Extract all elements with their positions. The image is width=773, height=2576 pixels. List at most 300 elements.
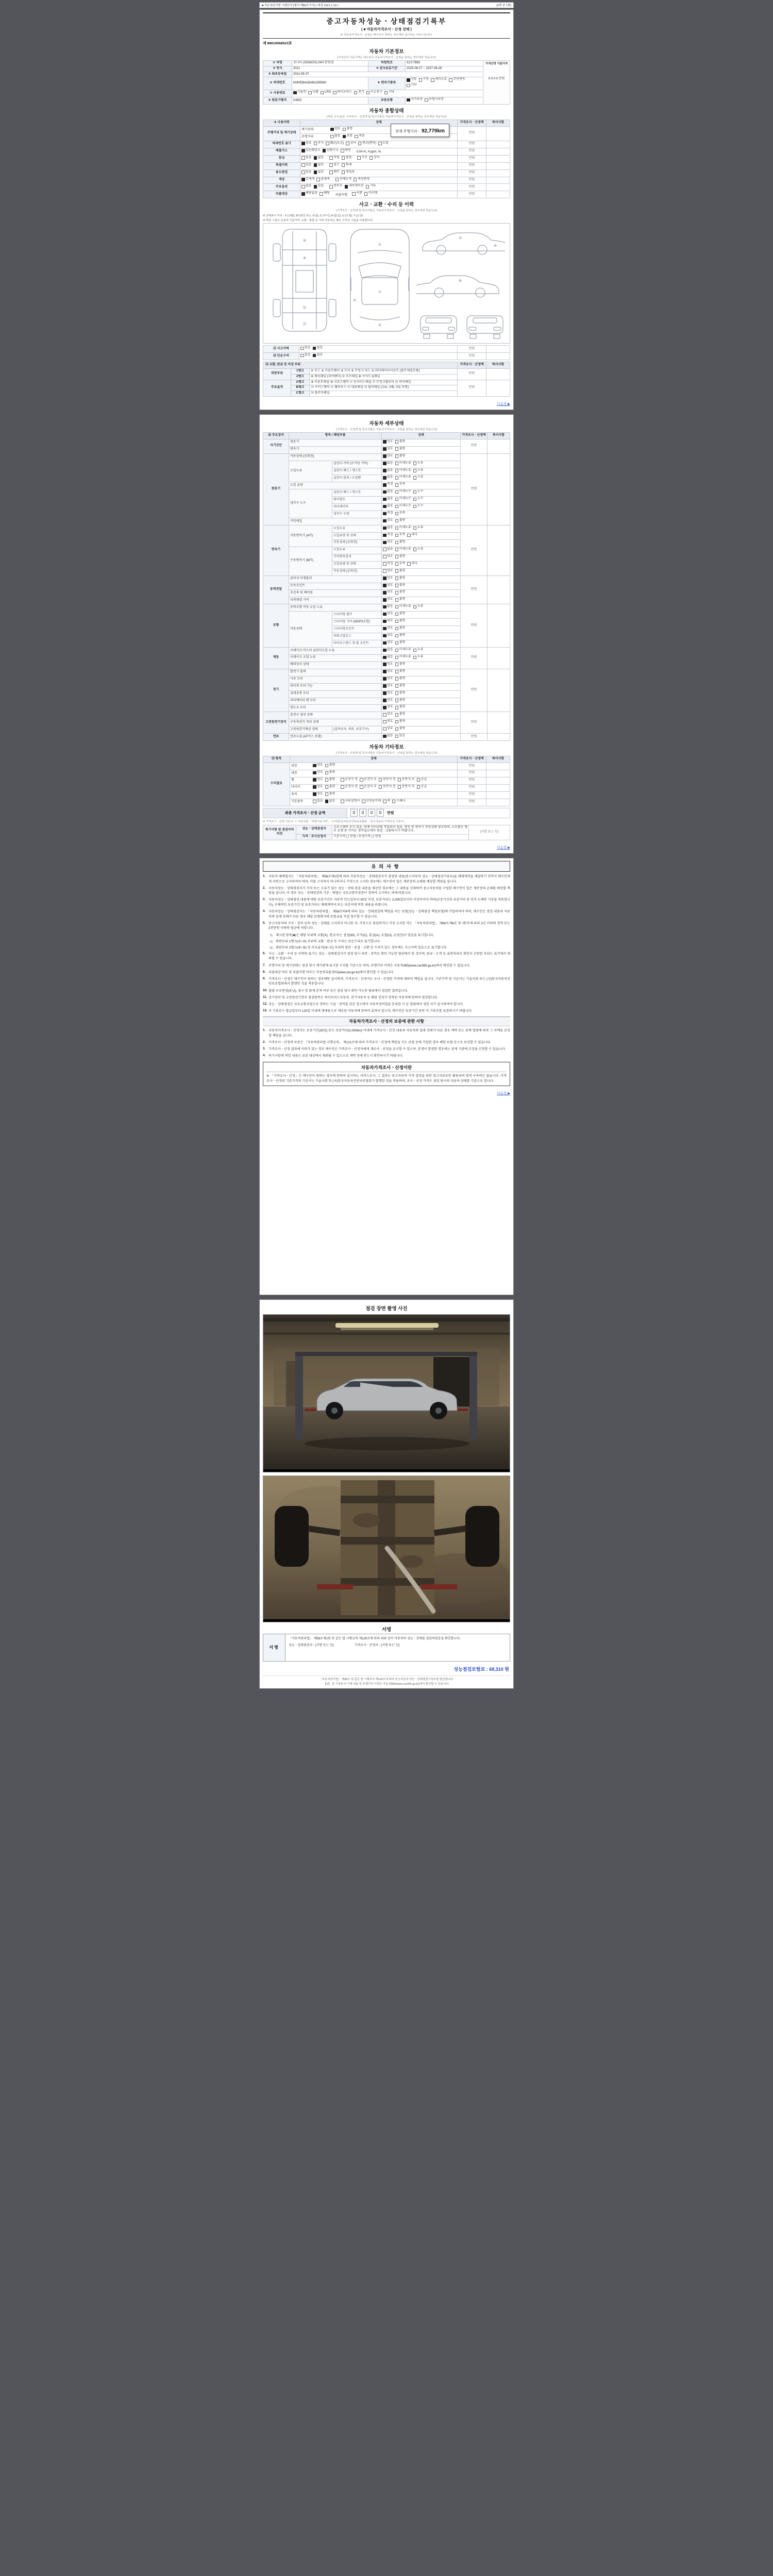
table-row: ① 차명 쏘나타 (SONATA) 04부분변경 차량번호 31보7699 가격산정 기준가격 0 0 0 0 만원 xyxy=(263,61,510,66)
page-note: (2쪽 중 1쪽) xyxy=(496,4,511,7)
checkbox-icon xyxy=(383,490,386,494)
insurance-fee-value: 68,310 원 xyxy=(489,1666,509,1672)
checkbox-option[interactable]: 양호 xyxy=(383,540,393,545)
checkbox-option[interactable]: 무채색 xyxy=(301,178,314,182)
checkbox-option[interactable]: 누수 xyxy=(413,490,424,494)
option-group xyxy=(383,720,407,725)
checkbox-icon xyxy=(358,142,362,145)
checkbox-option[interactable]: 운전석 전 xyxy=(341,785,358,789)
checkbox-option[interactable]: 매연 xyxy=(341,149,351,153)
checkbox-option[interactable]: 동반석 후 xyxy=(398,785,415,789)
checkbox-icon xyxy=(395,555,399,558)
option-group xyxy=(383,734,407,740)
checkbox-option[interactable]: 불량 xyxy=(343,127,353,131)
checkbox-option[interactable]: 불량 xyxy=(395,663,406,667)
checkbox-option[interactable]: 불량 xyxy=(395,727,406,731)
option-group xyxy=(313,778,337,784)
checkbox-icon xyxy=(383,677,386,681)
checkbox-option[interactable]: 전체도색 xyxy=(335,178,351,182)
checkbox-option[interactable]: 미세누유 xyxy=(395,548,411,552)
checkbox-option[interactable]: 불량 xyxy=(395,590,406,595)
checkbox-option[interactable]: 동반석 전 xyxy=(379,785,396,789)
checkbox-icon xyxy=(354,178,357,181)
checkbox-option[interactable]: 없음 xyxy=(313,353,323,358)
checkbox-option[interactable]: 양호 xyxy=(383,519,393,523)
checkbox-option[interactable]: 불량 xyxy=(395,705,406,709)
checkbox-option[interactable]: 있음 xyxy=(301,163,312,167)
checkbox-option[interactable]: 운전석 전 xyxy=(341,778,358,782)
checkbox-option[interactable]: 양호 xyxy=(313,778,323,782)
basic-info-table xyxy=(263,60,510,105)
checkbox-option[interactable]: 없음 xyxy=(314,156,324,160)
checkbox-option[interactable]: 일산화탄소 xyxy=(301,149,321,153)
checkbox-option[interactable]: 불량 xyxy=(395,684,406,688)
checkbox-option[interactable]: 불량 xyxy=(395,626,406,631)
warranty-title: 자동차가격조사ㆍ산정의 보증에 관한 사항 xyxy=(263,1016,510,1026)
car-sideview-diagram-flipped xyxy=(416,269,505,299)
checkbox-icon xyxy=(325,792,329,796)
checkbox-option[interactable]: 하이브리드 xyxy=(333,91,352,95)
checkbox-option[interactable]: 색상변경 xyxy=(354,178,369,182)
checkbox-option[interactable]: 화재 xyxy=(342,163,352,167)
checkbox-option[interactable]: 없음 xyxy=(383,526,393,530)
checkbox-option[interactable]: 적정 xyxy=(383,533,393,537)
checkbox-option[interactable]: 과다 xyxy=(407,533,417,537)
checkbox-option[interactable]: 양호 xyxy=(383,454,393,459)
checkbox-option[interactable]: 양호 xyxy=(383,440,393,444)
checkbox-option[interactable]: 적정 xyxy=(383,483,393,487)
checkbox-icon xyxy=(395,454,399,458)
checkbox-option[interactable]: 동반석 후 xyxy=(398,778,415,782)
checkbox-option[interactable]: 탄화수소 xyxy=(323,149,339,153)
checkbox-option[interactable]: 양호 xyxy=(383,598,393,602)
option-group xyxy=(383,590,407,596)
checkbox-icon xyxy=(329,156,333,160)
checkbox-option[interactable]: 미이행 xyxy=(364,192,377,196)
checkbox-icon xyxy=(366,185,369,189)
table-row: 수동변속기 (M/T) 오일누유 없음 미세누유 누유 xyxy=(263,547,510,554)
checkbox-option[interactable]: 불량 xyxy=(395,677,406,681)
checkbox-option[interactable]: 보험사보증 xyxy=(425,98,444,102)
checkbox-option[interactable]: 있음 xyxy=(300,353,311,358)
notice-item: 13. 이 기록부는 발급일부터 120일 이내에 매매용으로 제공된 자동차에 한하여 효력이 있으며, 매수인은 보증기간 동안 이 기록부를 보관하시기 바랍니다. xyxy=(263,1008,473,1013)
checkbox-option[interactable]: 적정 xyxy=(383,562,393,566)
checkbox-option[interactable]: 있음 xyxy=(301,171,312,175)
checkbox-option[interactable]: 불량 xyxy=(395,447,406,451)
checkbox-option[interactable]: 불량 xyxy=(395,720,406,724)
checkbox-option[interactable]: 불량 xyxy=(395,691,406,696)
checkbox-option[interactable]: 장치 xyxy=(369,156,380,160)
checkbox-icon xyxy=(407,78,410,82)
option-group xyxy=(383,483,407,488)
checkbox-option[interactable]: 불량 xyxy=(395,619,406,623)
accident-history-table xyxy=(263,345,510,360)
checkbox-option[interactable]: 불량 xyxy=(395,584,406,588)
checkbox-option[interactable]: 없음 xyxy=(313,346,323,350)
checkbox-option[interactable]: 양호 xyxy=(383,713,393,717)
notice-item: 6. 사고ㆍ교환ㆍ수리 등 이력의 표기는 성능ㆍ상태점검자가 점검 당시 육안ㆍ장비로 확인 가능한 범위에서 한 것이며, 판금ㆍ도색 등 표면처리로 확인이 곤란한 부위는 표기에서 제외될 수 있습니다. xyxy=(263,951,510,961)
checkbox-option[interactable]: 양호 xyxy=(383,626,393,631)
checkbox-icon xyxy=(395,627,399,631)
checkbox-option[interactable]: 없음 xyxy=(383,497,393,501)
checkbox-icon xyxy=(395,684,399,688)
option-group xyxy=(383,555,407,561)
table-row: 와이퍼 모터 기능 양호 불량 xyxy=(263,683,510,690)
checkbox-option[interactable]: 있음 xyxy=(301,156,312,160)
table-row: 가격ㆍ조사산정자 기준가격 ( ) 만원 / 보정가격 ( ) 만원 xyxy=(263,835,510,840)
checkbox-option[interactable]: 미세누유 xyxy=(395,655,411,659)
panel-photos-signature xyxy=(259,1299,514,1689)
checkbox-option[interactable]: 응급 xyxy=(417,778,427,782)
table-row: 실내송풍 모터 양호 불량 xyxy=(263,690,510,698)
checkbox-option[interactable]: 기타 xyxy=(384,91,395,95)
checkbox-icon xyxy=(413,476,417,480)
checkbox-option[interactable]: 양호 xyxy=(313,792,323,796)
checkbox-option[interactable]: 있음 xyxy=(314,184,324,189)
checkbox-option[interactable]: 없음 xyxy=(383,490,393,494)
checkbox-option[interactable]: 불량 xyxy=(325,792,335,796)
checkbox-icon xyxy=(293,91,297,95)
checkbox-option[interactable]: 유채색 xyxy=(316,178,329,182)
row-sub-label: 계기상태 xyxy=(301,128,314,131)
checkbox-option[interactable]: 기타 xyxy=(366,184,376,189)
checkbox-option[interactable]: 누유 xyxy=(413,648,424,652)
checkbox-option[interactable]: 양호 xyxy=(383,590,393,595)
checkbox-option[interactable]: 적음 xyxy=(355,134,365,139)
checkbox-option[interactable]: 누수 xyxy=(413,504,424,509)
option-group xyxy=(383,619,407,625)
checkbox-icon xyxy=(329,171,333,174)
checkbox-option[interactable]: 네비게이션 xyxy=(345,184,364,189)
table-row: 고전원전기장치 충전구 절연 상태 양호 불량 만원 xyxy=(263,712,510,719)
checkbox-option[interactable]: 양호 xyxy=(383,699,393,703)
checkbox-option[interactable]: 적정 xyxy=(383,512,393,516)
checkbox-option[interactable]: 과다 xyxy=(407,562,417,566)
checkbox-option[interactable]: 렌트 xyxy=(329,171,340,175)
checkbox-option[interactable]: 없음 xyxy=(314,163,324,167)
checkbox-option[interactable]: 스패너 xyxy=(392,800,405,804)
checkbox-icon xyxy=(383,649,386,652)
notice-item: 3. 자동차성능ㆍ상태점검 내용에 대한 보증기간은 자동차 인도일부터 30일 이상, 보증거리는 2,000킬로미터 이상이어야 하며(보증기간과 보증거리 중 먼저 도래한 기준을 적용합니다), 구체적인 보증기간 및 보증거리는 매매계약서 또는 보증서에 적힌 내용을 따릅니다. xyxy=(263,897,510,907)
checkbox-option[interactable]: 양호 xyxy=(383,727,393,731)
table-row: 실린더 헤드 / 개스킷 없음 미세누유 누유 xyxy=(263,468,510,475)
checkbox-option[interactable]: 누유 xyxy=(413,548,424,552)
checkbox-icon xyxy=(325,778,329,782)
table-row: 스티어링조인트 양호 불량 xyxy=(263,626,510,633)
checkbox-option[interactable]: 변조(변타) xyxy=(358,142,376,146)
checkbox-icon xyxy=(413,505,417,509)
checkbox-option[interactable]: 양호 xyxy=(383,577,393,581)
checkbox-option[interactable]: 불량 xyxy=(395,612,406,616)
checkbox-option[interactable]: LPG xyxy=(321,91,331,95)
table-row: 커먼레일 양호 불량 xyxy=(263,518,510,526)
checkbox-icon xyxy=(395,727,399,731)
checkbox-option[interactable]: 없음 xyxy=(383,462,393,466)
checkbox-option[interactable]: 누수 xyxy=(413,497,424,501)
checkbox-option[interactable]: 없음 xyxy=(383,548,393,552)
checkbox-option[interactable]: 미세누수 xyxy=(395,497,411,501)
table-row: ⑪ 사고이력 있음 없음 만원 xyxy=(263,346,510,353)
checkbox-option[interactable]: 없음 xyxy=(383,655,393,659)
checkbox-icon xyxy=(378,142,382,145)
price-survey-select[interactable]: ( ■ 자동차가격조사ㆍ산정 선택 ) xyxy=(361,28,412,31)
checkbox-option[interactable]: 양호 xyxy=(383,705,393,709)
checkbox-icon xyxy=(395,713,399,717)
checkbox-option[interactable]: 양호 xyxy=(383,677,393,681)
inspector-signature-line[interactable]: 성능ㆍ상태점검자 : (서명 또는 인) xyxy=(289,1644,334,1648)
checkbox-icon xyxy=(383,454,386,458)
checkbox-option[interactable]: 누유 xyxy=(413,469,424,473)
checkbox-icon xyxy=(346,142,349,145)
checkbox-option[interactable]: 운전석 후 xyxy=(360,778,377,782)
checkbox-icon xyxy=(383,670,386,673)
checkbox-option[interactable]: 불량 xyxy=(325,778,335,782)
checkbox-option[interactable]: 불량 xyxy=(395,713,406,717)
checkbox-option[interactable]: 양호 xyxy=(383,670,393,674)
checkbox-icon xyxy=(383,598,386,602)
checkbox-option[interactable]: 부족 xyxy=(395,483,406,487)
checkbox-icon xyxy=(321,91,324,95)
checkbox-option[interactable]: 동반석 전 xyxy=(379,778,396,782)
checkbox-option[interactable]: 양호 xyxy=(383,447,393,451)
checkbox-option[interactable]: 있음 xyxy=(395,734,406,738)
checkbox-icon xyxy=(383,627,386,631)
checkbox-option[interactable]: 없음 xyxy=(383,504,393,509)
checkbox-option[interactable]: 사용설명서 xyxy=(341,800,360,804)
checkbox-option[interactable]: 불량 xyxy=(395,577,406,581)
table-row: 주행거리 및 계기상태 계기상태 양호 불량 만원 xyxy=(263,126,510,133)
checkbox-icon xyxy=(379,785,382,789)
table-row: 윈도우 모터 양호 불량 xyxy=(263,705,510,712)
checkbox-option[interactable]: 부식 xyxy=(314,142,324,146)
option-group xyxy=(313,785,337,791)
checkbox-option[interactable]: 응급 xyxy=(417,785,427,789)
table-row: 추진축 및 베어링 양호 불량 xyxy=(263,590,510,597)
checkbox-option[interactable]: 썬루프 xyxy=(329,184,342,189)
checkbox-option[interactable]: 불량 xyxy=(395,641,406,645)
section-title-sign: 서명 xyxy=(381,1626,392,1633)
checkbox-option[interactable]: 양호 xyxy=(313,764,323,768)
option-group xyxy=(341,800,407,805)
checkbox-icon xyxy=(395,569,399,573)
checkbox-icon xyxy=(383,555,386,558)
checkbox-option[interactable]: 불량 xyxy=(395,555,406,559)
checkbox-option[interactable]: 양호 xyxy=(383,555,393,559)
table-row: 주요골격 A랭크 ⑨ 프론트패널 ⑩ 크로스멤버 ⑪ 인사이드패널 ⑰ 트렁크플로어 ⑱ 리어패널 만원 xyxy=(263,380,510,385)
checkbox-option[interactable]: 양호 xyxy=(383,619,393,623)
checkbox-option[interactable]: 양호 xyxy=(301,142,312,146)
checkbox-option[interactable]: 잭 xyxy=(383,800,390,804)
checkbox-option[interactable]: 양호 xyxy=(383,641,393,645)
option-group xyxy=(301,171,326,176)
svg-text:⑧: ⑧ xyxy=(459,279,462,283)
checkbox-option[interactable]: 안전삼각대 xyxy=(362,800,381,804)
checkbox-option[interactable]: 적법 xyxy=(329,156,340,160)
checkbox-icon xyxy=(313,347,316,350)
checkbox-option[interactable]: 세미오토 xyxy=(431,78,447,82)
checkbox-option[interactable]: 구조 xyxy=(357,156,367,160)
checkbox-option[interactable]: 없음 xyxy=(383,648,393,652)
checkbox-option[interactable]: 불량 xyxy=(395,670,406,674)
checkbox-option[interactable]: 양호 xyxy=(383,612,393,616)
table-row: 등속조인트 양호 불량 xyxy=(263,583,510,590)
checkbox-option[interactable]: 없음 xyxy=(383,476,393,480)
checkbox-icon xyxy=(345,185,348,189)
option-group xyxy=(341,785,429,791)
option-group xyxy=(335,178,372,183)
checkbox-option[interactable]: 미세누유 xyxy=(395,648,411,652)
checkbox-option[interactable]: 불량 xyxy=(395,569,406,573)
checkbox-icon xyxy=(395,677,399,681)
inspection-photo-lift-frame xyxy=(263,1314,510,1472)
checkbox-option[interactable]: 자동 xyxy=(407,78,417,82)
checkbox-option[interactable]: 없음 xyxy=(383,605,393,609)
checkbox-icon xyxy=(395,656,399,659)
checkbox-option[interactable]: 훼손(오손) xyxy=(326,142,344,146)
checkbox-icon xyxy=(395,577,399,580)
checkbox-option[interactable]: 양호 xyxy=(330,127,341,131)
checkbox-option[interactable]: 양호 xyxy=(383,584,393,588)
checkbox-option[interactable]: 미세누유 xyxy=(395,476,411,480)
notice-item: 12. 성능ㆍ상태점검은 국토교통부령으로 정하는 시설ㆍ장비를 갖춘 장소에서 자동차정비업을 등록한 자 등 법령에서 정한 자가 실시하여야 합니다. xyxy=(263,1002,464,1006)
checkbox-option[interactable]: 양호 xyxy=(383,663,393,667)
checkbox-option[interactable]: 미세누유 xyxy=(395,605,411,609)
option-group xyxy=(383,612,407,618)
checkbox-option[interactable]: 상이 xyxy=(346,142,356,146)
checkbox-option[interactable]: 무단변속 xyxy=(449,78,465,82)
checkbox-option[interactable]: 도말 xyxy=(378,142,389,146)
checkbox-option[interactable]: 없음 xyxy=(325,800,335,804)
checkbox-option[interactable]: 있음 xyxy=(313,800,323,804)
checkbox-option[interactable]: 불량 xyxy=(325,785,335,789)
checkbox-icon xyxy=(301,185,305,189)
option-group xyxy=(300,353,325,359)
checkbox-option[interactable]: 수동 xyxy=(419,78,429,82)
svg-text:⑥: ⑥ xyxy=(494,244,497,248)
checkbox-option[interactable]: 양호 xyxy=(383,691,393,696)
checkbox-option[interactable]: 누유 xyxy=(413,462,424,466)
checkbox-option[interactable]: 불량 xyxy=(395,519,406,523)
checkbox-option[interactable]: 가솔린 xyxy=(293,91,306,95)
checkbox-option[interactable]: 양호 xyxy=(383,720,393,724)
option-group xyxy=(329,184,378,190)
checkbox-option[interactable]: 불량 xyxy=(395,454,406,459)
checkbox-option[interactable]: 미세누유 xyxy=(395,526,411,530)
option-group xyxy=(301,178,332,183)
checkbox-option[interactable]: 해당없음 xyxy=(301,192,317,196)
checkbox-option[interactable]: 불량 xyxy=(325,771,335,775)
checkbox-option[interactable]: 수소전기 xyxy=(366,91,382,95)
checkbox-option[interactable]: 미세누유 xyxy=(395,469,411,473)
checkbox-icon xyxy=(395,527,399,530)
table-row: 기어변속장치 양호 불량 xyxy=(263,554,510,561)
checkbox-icon xyxy=(395,720,399,724)
checkbox-option[interactable]: 부족 xyxy=(395,512,406,516)
detail-condition-table: ⑭ 주요장치 항목 / 해당부품 상태 가격조사ㆍ산정액 특이사항 자기진단 원동기 양호 불량 만원 변속기 양호 불량 원동기 작동상태 (공회전) 양호 불량 만원 오일누유 실린더 커버 (로커암 커버) 없음 미세누유 누유 실린더 헤드 / 개스킷 없음 미세누유 누유 실린더 블록 / 오일팬 없음 미세누유 누유 오일 유량 적정 부족 냉각수 누수 실린더 헤드 / 개스킷 없음 미세누수 누수 워터펌프 없음 미세누수 누수 라디에이터 없음 미세누수 누수 냉각수 수량 적정 부족 커먼레일 양호 불량 변속기 자동변속기 (A/T) 오일누유 없음 미세누유 누유 만원 오일유량 및 상태 적정 부족 과다 작동상태 (공회전) 양호 불량 수동변속기 (M/T) 오일누유 없음 미세누유 누유 기어변속장치 양호 불량 오일유량 및 상태 적정 부족 과다 작동상태 (공회전) 양호 불량 동력전달 클러치 어셈블리 양호 불량 만원 등속조인트 양호 불량 추진축 및 베어링 양호 불량 디퍼렌셜 기어 양호 불량 조향 동력조향 작동 오일 누유 없음 미세누유 누유 만원 작동상태 스티어링 펌프 양호 불량 스티어링 기어 (MDPS포함) 양호 불량 스티어링조인트 양호 불량 파워고압호스 양호 불량 타이로드엔드 및 볼 조인트 양호 불량 제동 브레이크 마스터 실린더오일 누유 없음 미세누유 누유 만원 브레이크 오일 누유 없음 미세누유 누유 배력장치 상태 양호 불량 전기 발전기 출력 양호 불량 만원 시동 모터 양호 불량 와이퍼 모터 기능 양호 불량 실내송풍 모터 양호 불량 라디에이터 팬 모터 양호 불량 윈도우 모터 양호 불량 고전원전기장치 충전구 절연 상태 양호 불량 만원 구동축전지 격리 상태 양호 불량 고전원전기배선 상태 (접속단자, 피복, 보호기구) 양호 불량 연료 연료누출 (LP가스 포함) 없음 있음 만원 xyxy=(263,432,510,741)
car-underbody-diagram xyxy=(266,226,343,334)
checkbox-icon xyxy=(379,778,382,782)
checkbox-option[interactable]: 누유 xyxy=(413,605,424,609)
checkbox-option[interactable]: 운전석 후 xyxy=(360,785,377,789)
checkbox-option[interactable]: 이행 xyxy=(352,192,362,196)
checkbox-icon xyxy=(383,562,386,566)
option-group xyxy=(341,778,429,784)
checkbox-icon xyxy=(342,171,345,174)
checkbox-option[interactable]: 불량 xyxy=(395,540,406,545)
checkbox-option[interactable]: 불량 xyxy=(395,634,406,638)
checkbox-option[interactable]: 없음 xyxy=(383,734,393,738)
checkbox-option[interactable]: 미세누수 xyxy=(395,504,411,509)
option-group xyxy=(301,184,326,190)
checkbox-option[interactable]: 없음 xyxy=(301,184,312,189)
checkbox-icon xyxy=(383,548,386,551)
checkbox-option[interactable]: 양호 xyxy=(383,634,393,638)
checkbox-option[interactable]: 보통 xyxy=(343,134,353,139)
option-group xyxy=(383,641,407,647)
checkbox-icon xyxy=(383,720,386,724)
checkbox-option[interactable]: 영업용 xyxy=(342,171,355,175)
next-page-link[interactable]: 다음장 ▶ xyxy=(497,402,510,406)
checkbox-icon xyxy=(383,727,386,731)
checkbox-option[interactable]: 기타 xyxy=(407,83,417,88)
checkbox-icon xyxy=(325,800,329,803)
checkbox-option[interactable]: 많음 xyxy=(330,134,341,139)
checkbox-option[interactable]: 침수 xyxy=(329,163,340,167)
checkbox-icon xyxy=(407,534,411,537)
checkbox-option[interactable]: 불량 xyxy=(395,440,406,444)
checkbox-option[interactable]: 불량 xyxy=(395,699,406,703)
checkbox-option[interactable]: 부족 xyxy=(395,562,406,566)
checkbox-option[interactable]: 불량 xyxy=(395,598,406,602)
checkbox-option[interactable]: 있음 xyxy=(300,346,311,350)
checkbox-option[interactable]: 불량 xyxy=(325,764,335,768)
checkbox-icon xyxy=(313,792,316,796)
option-group xyxy=(300,346,325,352)
checkbox-option[interactable]: 미세누유 xyxy=(395,462,411,466)
checkbox-option[interactable]: 부족 xyxy=(395,533,406,537)
checkbox-option[interactable]: 없음 xyxy=(314,171,324,175)
checkbox-option[interactable]: 양호 xyxy=(313,785,323,789)
next-page-link[interactable]: 다음장 ▶ xyxy=(497,1092,510,1096)
table-row: 배력장치 상태 양호 불량 xyxy=(263,662,510,669)
checkbox-option[interactable]: 전기 xyxy=(354,91,364,95)
checkbox-icon xyxy=(383,634,386,638)
next-page-link[interactable]: 다음장 ▶ xyxy=(497,845,510,850)
checkbox-option[interactable]: 누유 xyxy=(413,655,424,659)
panel-notice xyxy=(259,858,514,1295)
checkbox-option[interactable]: 디젤 xyxy=(308,91,318,95)
checkbox-option[interactable]: 누유 xyxy=(413,526,424,530)
price-survey-note: ※ 자동차가격조사ㆍ산정은 매수인이 원하는 경우에만 실시하는 서비스입니다. xyxy=(340,33,433,37)
checkbox-option[interactable]: 양호 xyxy=(383,684,393,688)
appraiser-signature-line[interactable]: 가격조사ㆍ산정자 : (서명 또는 인) xyxy=(354,1644,400,1648)
checkbox-option[interactable]: 자가보증 xyxy=(407,98,423,102)
option-group xyxy=(383,440,407,446)
checkbox-option[interactable]: 누유 xyxy=(413,476,424,480)
checkbox-option[interactable]: 없음 xyxy=(383,469,393,473)
checkbox-option[interactable]: 불법 xyxy=(342,156,352,160)
table-row: 배출가스 일산화탄소 탄화수소 매연0.04 %, 4 ppm, % 만원 xyxy=(263,148,510,155)
odometer-value: 92,779km xyxy=(421,128,445,134)
checkbox-icon xyxy=(300,347,304,350)
checkbox-option[interactable]: 해당 xyxy=(320,192,330,196)
notice-item: 11. 전기장치 및 고전원전기장치 점검항목은 하이브리드자동차, 전기자동차 등 해당 장치가 장착된 자동차에 한하여 점검합니다. xyxy=(263,995,438,999)
checkbox-option[interactable]: 미세누수 xyxy=(395,490,411,494)
checkbox-option[interactable]: 양호 xyxy=(383,569,393,573)
checkbox-icon xyxy=(314,185,317,189)
checkbox-option[interactable]: 양호 xyxy=(313,771,323,775)
table-row: ④ 최초등록일 2011-05-27 xyxy=(263,72,510,77)
